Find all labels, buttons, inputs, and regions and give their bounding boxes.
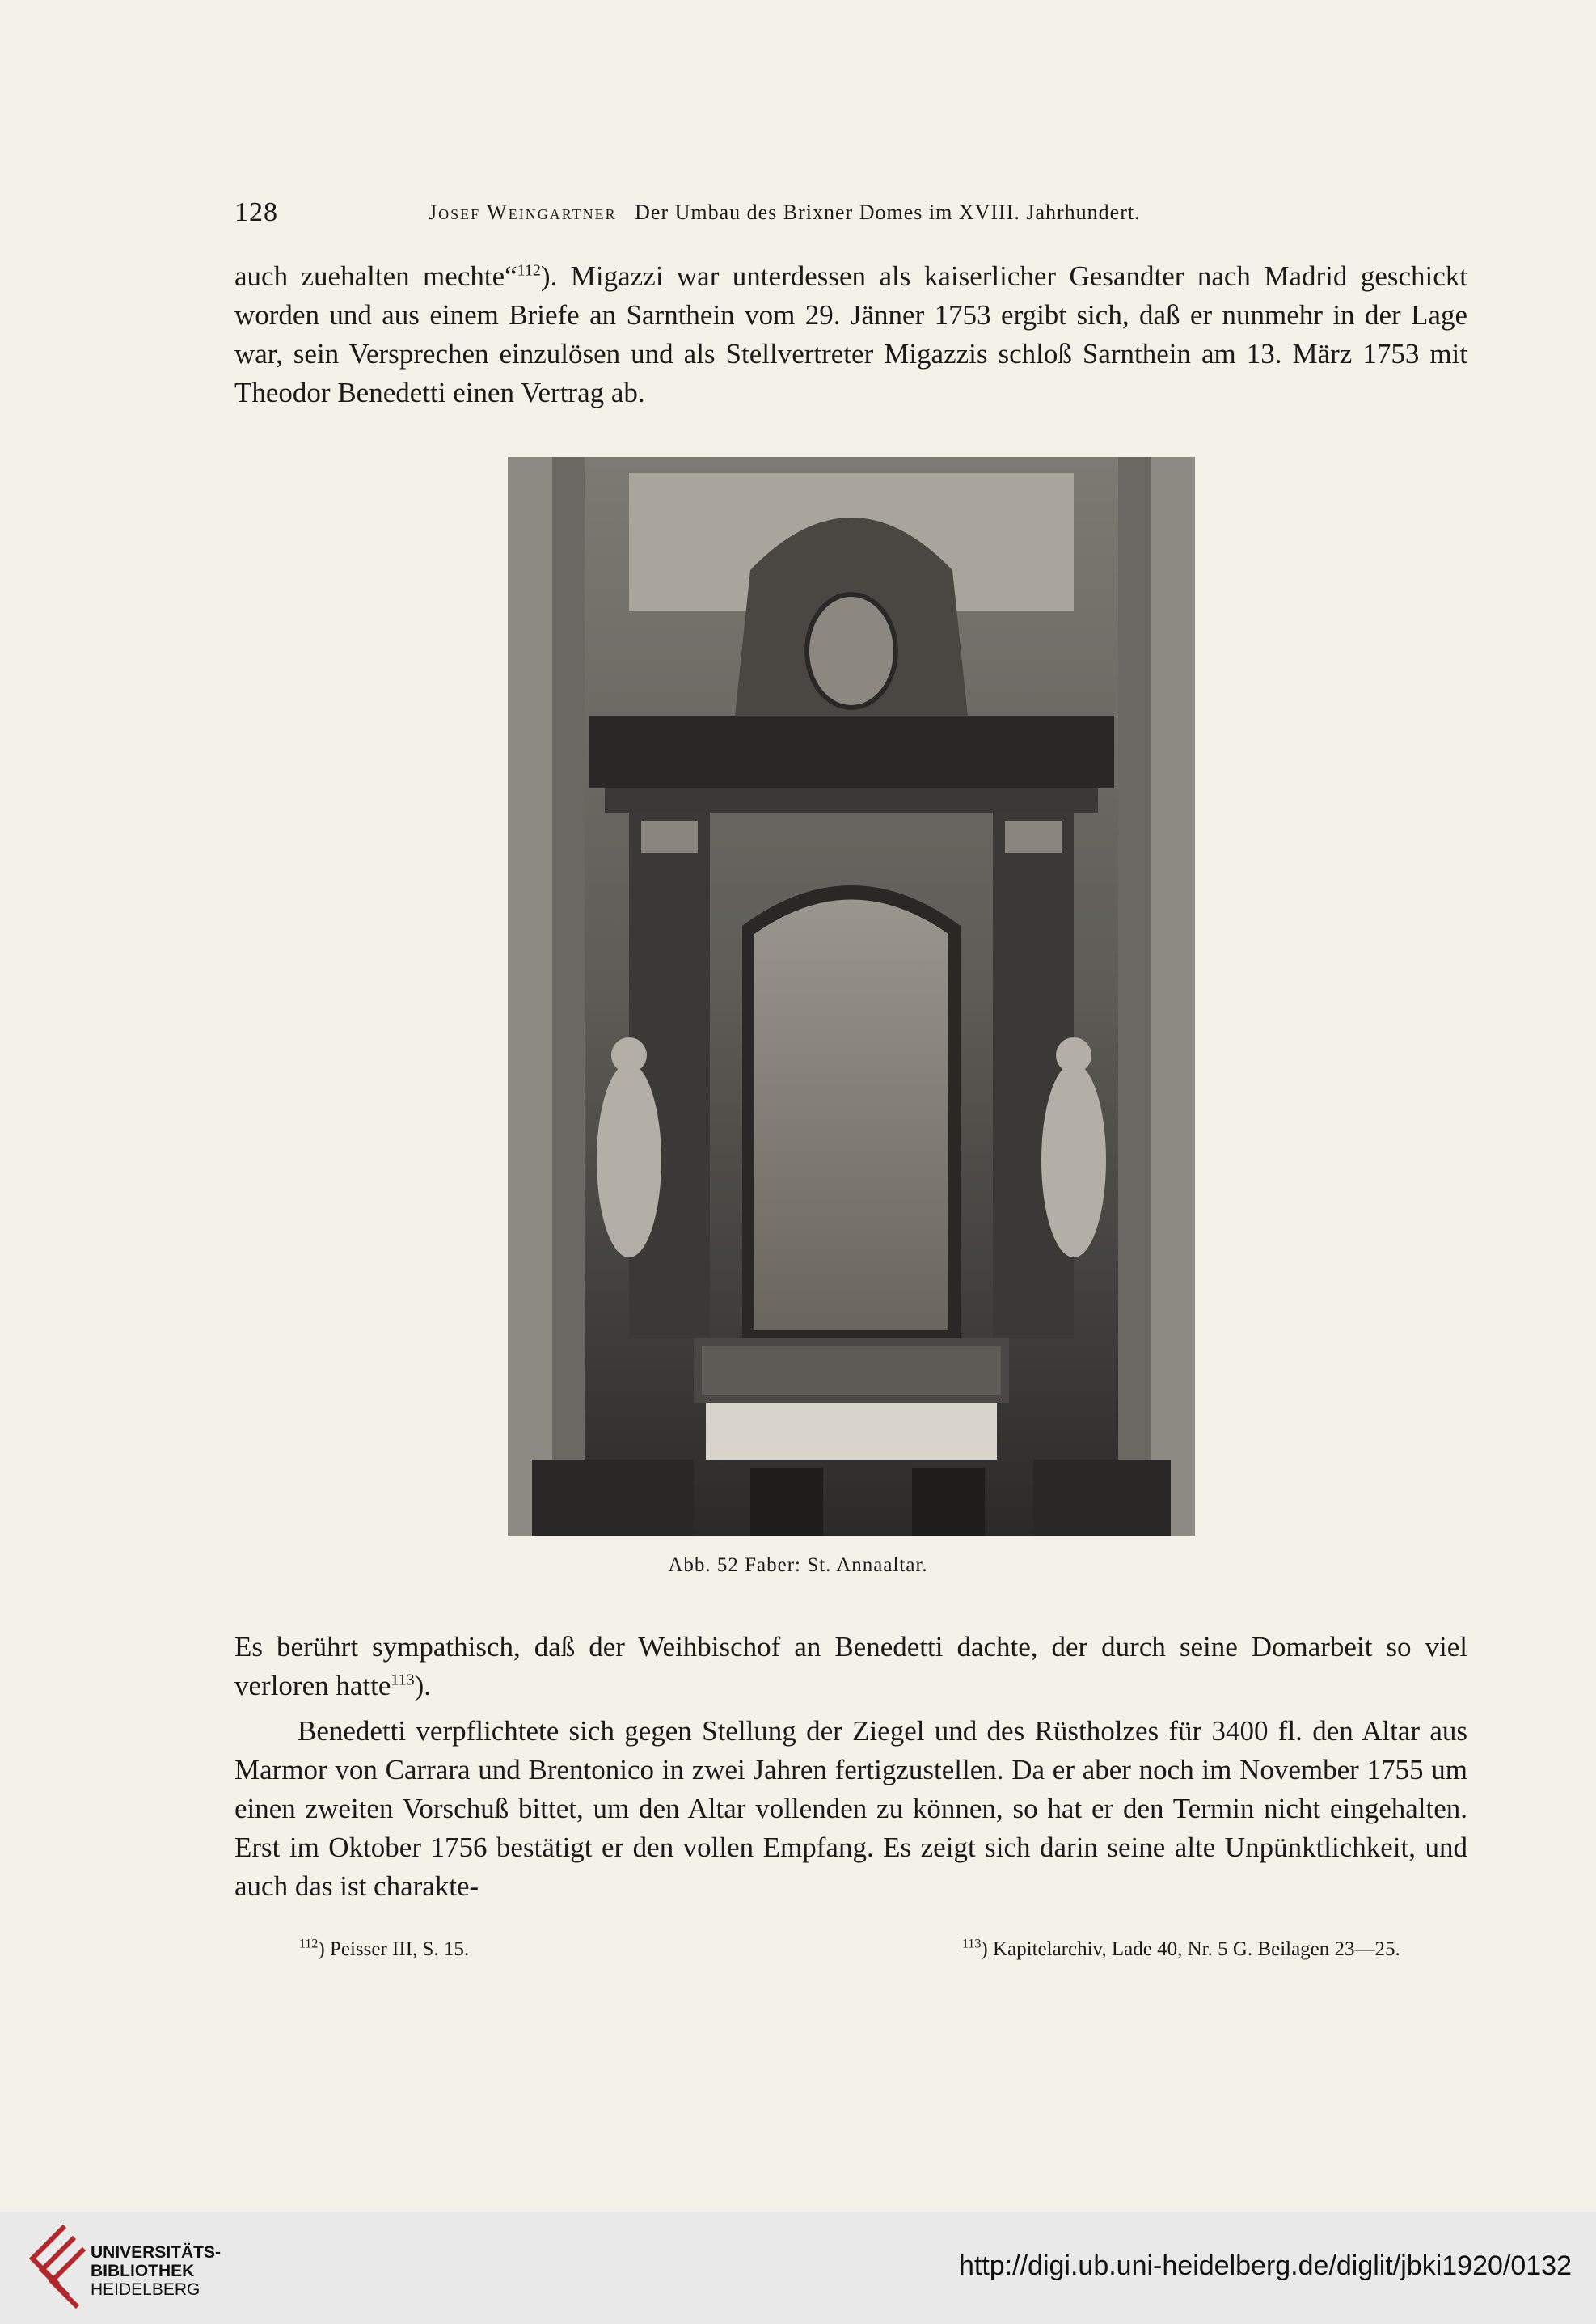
- paragraph-2: [234, 1628, 1467, 1705]
- running-title-line: [429, 201, 1141, 225]
- source-url-link[interactable]: http://digi.ub.uni-heidelberg.de/diglit/jbki1920/0132: [959, 2250, 1572, 2281]
- footnote-113: [962, 1938, 1400, 1961]
- library-line-1: UNIVERSITÄTS-: [91, 2243, 222, 2262]
- library-line-2: BIBLIOTHEK: [91, 2262, 195, 2280]
- library-name: [91, 2243, 221, 2299]
- footnote-113-number: 113: [962, 1937, 982, 1951]
- paragraph-1: [234, 257, 1467, 412]
- logo-strokes: [32, 2226, 84, 2307]
- footnote-112-text: ) Peisser III, S. 15.: [318, 1938, 470, 1960]
- running-header: [234, 197, 1362, 236]
- paragraph-3-text: Benedetti verpflichtete sich gegen Stellung der Ziegel und des Rüstholzes für 3400 fl. den Altar aus Marmor von Carrara und Brentonico in zwei Jahren fertigzustellen. Da er aber noch im November 1755 um einen zweiten Vorschuß bittet, um den Altar vollenden zu können, so hat er den Termin nicht eingehalten. Erst im Oktober 1756 bestätigt er den vollen Empfang. Es zeigt sich darin seine alte Unpünktlichkeit, und auch das ist charakte-: [234, 1715, 1467, 1902]
- footnote-ref-112[interactable]: 112: [517, 261, 541, 280]
- footnote-113-text: ) Kapitelarchiv, Lade 40, Nr. 5 G. Beilagen 23—25.: [981, 1938, 1400, 1960]
- paragraph-1-text: auch zuehalten mechte“: [234, 260, 517, 292]
- author-name: Josef Weingartner: [429, 201, 617, 224]
- paragraph-2-text: Es berührt sympathisch, daß der Weihbischof an Benedetti dachte, der durch seine Domarbeit so viel verloren hatte: [234, 1631, 1467, 1701]
- paragraph-2-end: ).: [414, 1670, 432, 1701]
- running-title: Der Umbau des Brixner Domes im XVIII. Jahrhundert.: [635, 201, 1141, 224]
- footnote-112-number: 112: [299, 1937, 319, 1951]
- paragraph-3: [234, 1712, 1467, 1906]
- altar-photograph: [508, 457, 1195, 1536]
- footnote-ref-113[interactable]: 113: [391, 1671, 415, 1689]
- footnote-112: [299, 1938, 469, 1961]
- footer-bar: [0, 2212, 1596, 2324]
- library-line-3: HEIDELBERG: [91, 2280, 201, 2299]
- figure-caption: Abb. 52 Faber: St. Annaaltar.: [668, 1554, 928, 1576]
- figure-altar-photo: [508, 457, 1195, 1536]
- page-number: 128: [234, 197, 278, 227]
- university-library-logo-icon: [16, 2220, 89, 2309]
- paragraph-1-text-cont: ). Migazzi war unterdessen als kaiserlicher Gesandter nach Madrid geschickt worden und aus einem Briefe an Sarnthein vom 29. Jänner 1753 ergibt sich, daß er nunmehr in der Lage war, sein Versprechen einzulösen und als Stellvertreter Migazzis schloß Sarnthein am 13. März 1753 mit Theodor Benedetti einen Vertrag ab.: [234, 260, 1468, 408]
- footnotes: [299, 1938, 1467, 1971]
